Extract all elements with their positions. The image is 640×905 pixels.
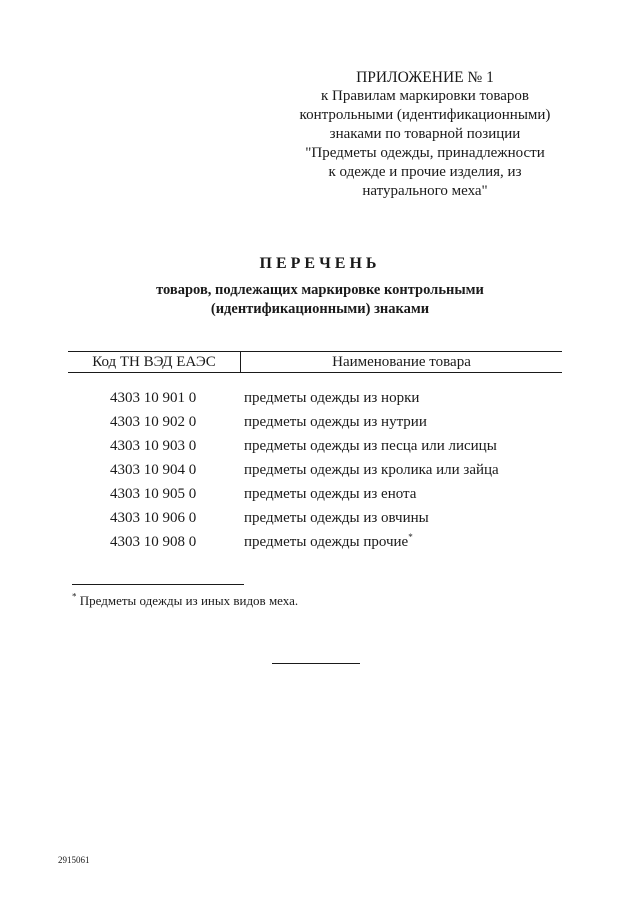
goods-code: 4303 10 903 0 bbox=[110, 438, 197, 454]
goods-name: предметы одежды из овчины bbox=[244, 510, 429, 526]
column-header-name: Наименование товара bbox=[332, 354, 471, 370]
goods-code: 4303 10 905 0 bbox=[110, 486, 197, 502]
table-header bbox=[68, 351, 562, 373]
end-separator bbox=[272, 663, 360, 664]
goods-code: 4303 10 904 0 bbox=[110, 462, 197, 478]
table-row bbox=[68, 506, 562, 530]
document-title: ПЕРЕЧЕНЬ bbox=[259, 255, 381, 272]
goods-code: 4303 10 902 0 bbox=[110, 414, 197, 430]
appendix-line: контрольными (идентификационными) bbox=[299, 107, 551, 123]
goods-name: предметы одежды из норки bbox=[244, 390, 420, 406]
appendix-line: к одежде и прочие изделия, из bbox=[328, 164, 522, 180]
goods-name: предметы одежды из нутрии bbox=[244, 414, 427, 430]
table-row bbox=[68, 434, 562, 458]
goods-code: 4303 10 901 0 bbox=[110, 390, 197, 406]
subtitle-line-1: товаров, подлежащих маркировке контрольными bbox=[156, 282, 484, 298]
goods-name: предметы одежды из песца или лисицы bbox=[244, 438, 497, 454]
footnote bbox=[72, 593, 298, 609]
footnote-separator bbox=[72, 584, 244, 585]
appendix-heading: ПРИЛОЖЕНИЕ № 1 bbox=[356, 69, 494, 86]
document-subtitle bbox=[0, 281, 640, 319]
column-header-code: Код ТН ВЭД ЕАЭС bbox=[68, 352, 241, 372]
appendix-line: натурального меха" bbox=[362, 183, 488, 199]
goods-name: предметы одежды прочие* bbox=[244, 532, 413, 550]
appendix-line: знаками по товарной позиции bbox=[329, 126, 521, 142]
appendix-block bbox=[280, 68, 570, 201]
table-row bbox=[68, 386, 562, 410]
table-body bbox=[68, 386, 562, 554]
footnote-mark: * bbox=[408, 532, 413, 542]
document-number: 2915061 bbox=[58, 855, 90, 865]
table-row bbox=[68, 482, 562, 506]
appendix-line: "Предметы одежды, принадлежности bbox=[305, 145, 545, 161]
footnote-mark: * bbox=[72, 591, 77, 602]
goods-name: предметы одежды из кролика или зайца bbox=[244, 462, 499, 478]
appendix-line: к Правилам маркировки товаров bbox=[320, 88, 529, 104]
goods-code: 4303 10 908 0 bbox=[110, 534, 197, 550]
footnote-text: Предметы одежды из иных видов меха. bbox=[76, 593, 299, 608]
table-row bbox=[68, 410, 562, 434]
goods-code: 4303 10 906 0 bbox=[110, 510, 197, 526]
subtitle-line-2: (идентификационными) знаками bbox=[210, 301, 430, 317]
table-row bbox=[68, 530, 562, 554]
table-row bbox=[68, 458, 562, 482]
goods-name: предметы одежды из енота bbox=[244, 486, 417, 502]
